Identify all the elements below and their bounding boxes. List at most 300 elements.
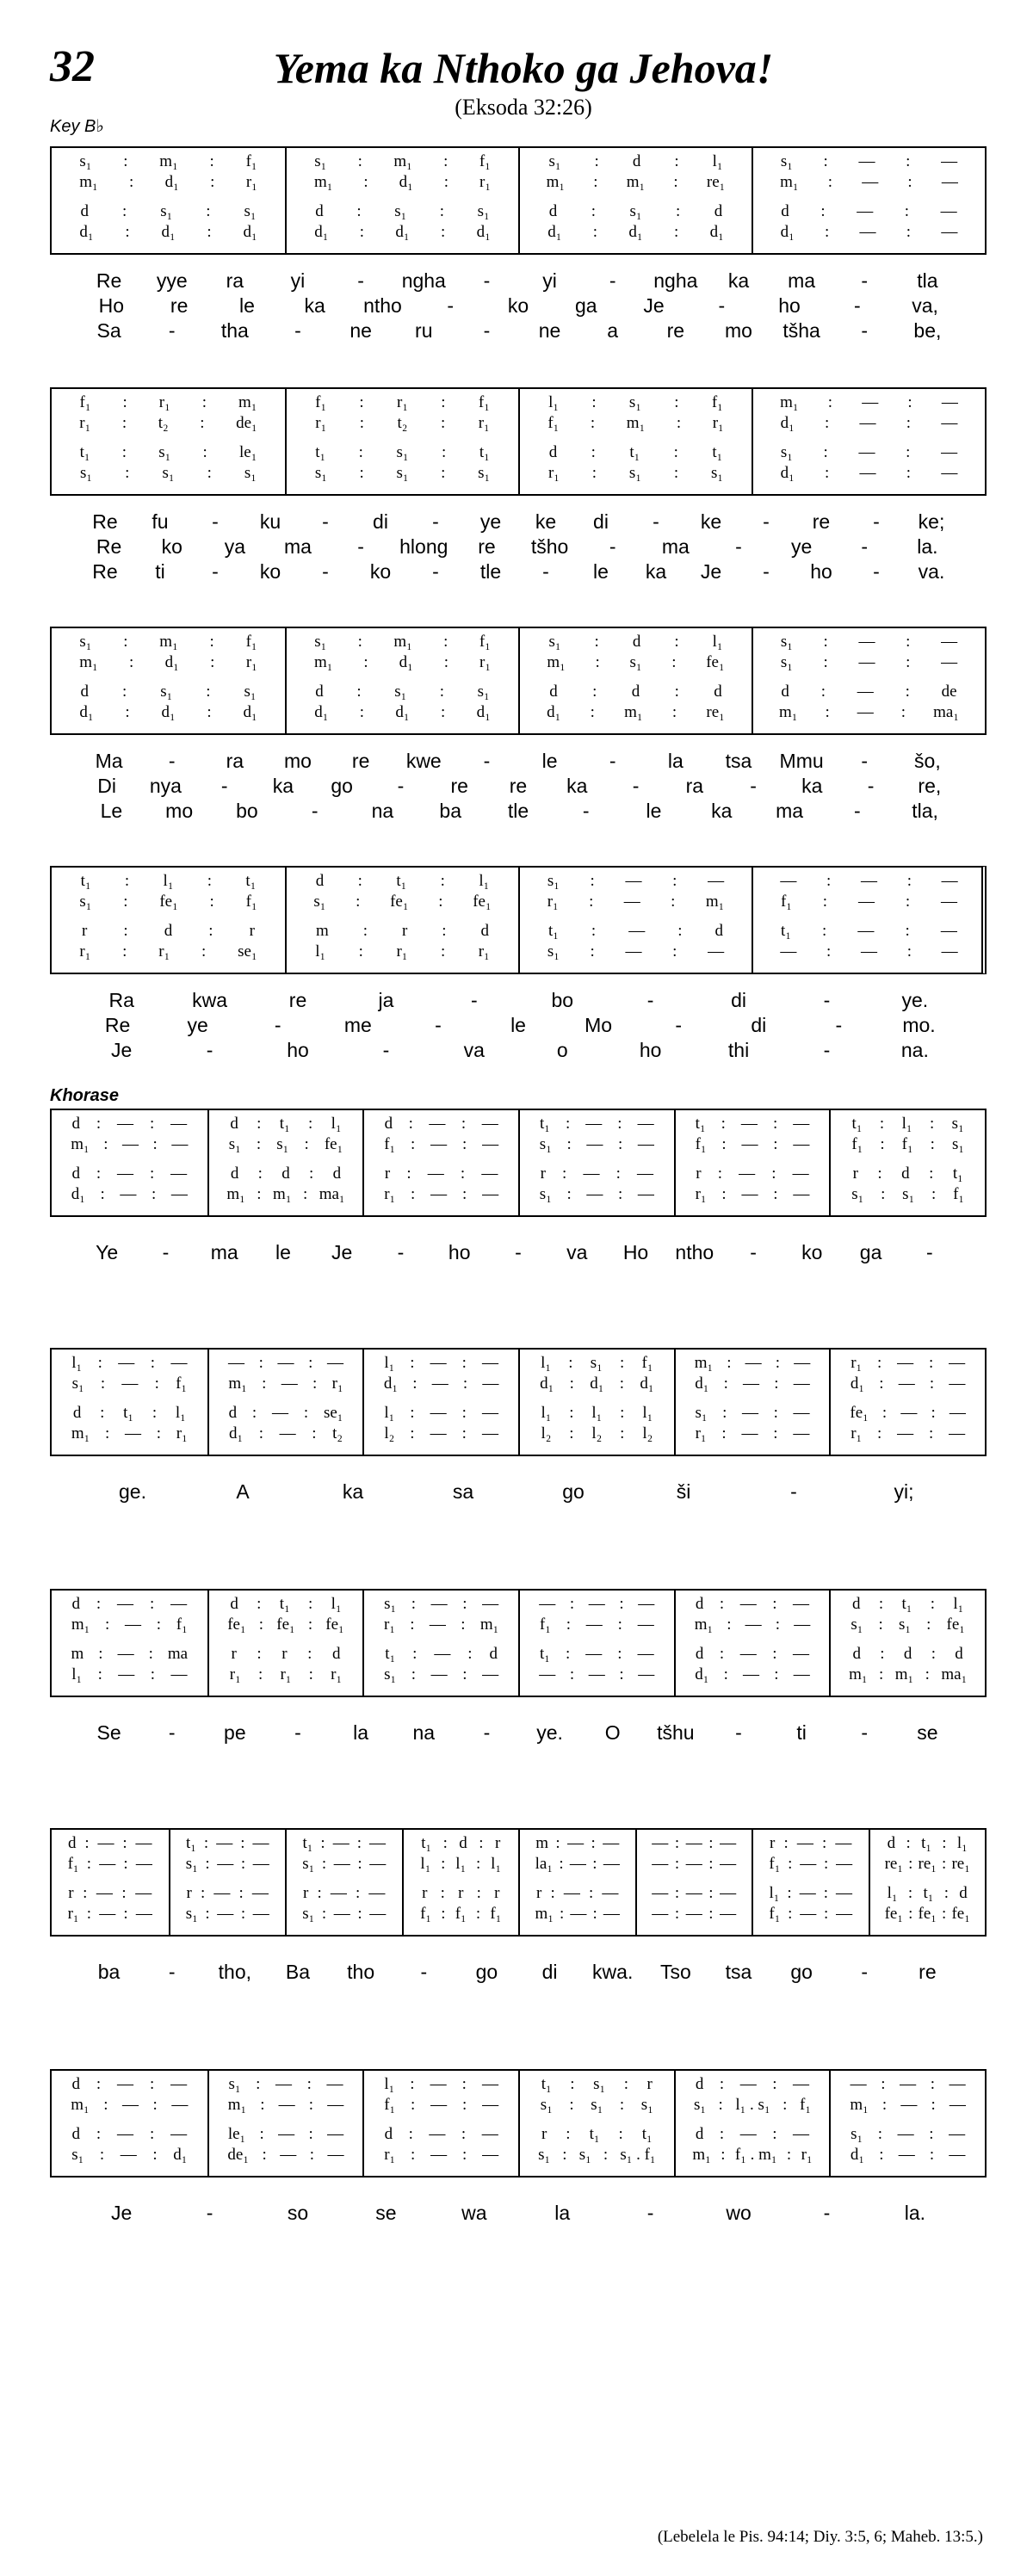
note: — — [539, 1665, 556, 1683]
lyric-line — [50, 749, 987, 774]
beat-separator: : — [152, 1404, 158, 1422]
lyric-syllable: Ho — [98, 294, 125, 317]
beat-separator: : — [906, 443, 911, 461]
beat-separator: : — [589, 893, 594, 911]
note: d₁ — [243, 223, 257, 241]
note: t₁ — [80, 872, 91, 890]
note: — — [333, 1905, 350, 1923]
note: — — [120, 2146, 137, 2164]
beat-separator: : — [100, 1374, 106, 1393]
beat-separator: : — [942, 1834, 947, 1852]
lyric-syllable: wa — [461, 2202, 487, 2224]
beat-separator: : — [122, 942, 127, 961]
notation-line — [520, 172, 752, 193]
note: — — [739, 1645, 757, 1663]
note: t₁ — [245, 872, 257, 890]
beat-separator: : — [440, 703, 446, 721]
lyric-syllable: tho, — [218, 1961, 252, 1983]
beat-separator: : — [307, 1615, 313, 1634]
notation-line — [520, 2074, 674, 2095]
note: de₁ — [236, 414, 257, 432]
beat-separator: : — [98, 1645, 103, 1663]
note: d₁ — [476, 703, 491, 721]
lyric-syllable: ntho — [363, 294, 402, 317]
beat-separator: : — [357, 1905, 362, 1923]
note: d — [714, 683, 722, 701]
notation-line — [520, 892, 752, 912]
note: f₁ — [711, 393, 723, 411]
note: — — [800, 1855, 817, 1873]
note: — — [708, 872, 725, 890]
lyric-syllable: ye. — [901, 989, 929, 1011]
beat-separator: : — [592, 1905, 597, 1923]
lyric-syllable: Mo — [585, 1014, 613, 1036]
lyric-syllable: ko — [507, 294, 529, 317]
lyric-syllable: na. — [900, 1039, 929, 1061]
note: s₁ — [951, 1115, 964, 1133]
notation-line — [831, 1644, 985, 1665]
notation-line — [52, 2095, 207, 2116]
beat-separator: : — [906, 464, 912, 482]
beat-separator: : — [674, 152, 679, 170]
note: l₁ — [71, 1354, 83, 1372]
beat-separator: : — [618, 2125, 623, 2143]
note: — — [481, 1164, 498, 1183]
lyric-syllable: kwa. — [592, 1961, 634, 1983]
notation-line — [52, 2145, 207, 2165]
lyric-syllable: - — [646, 989, 654, 1011]
beat-separator: : — [906, 414, 912, 432]
beat-separator: : — [240, 1905, 246, 1923]
note: d₁ — [850, 1374, 865, 1393]
beat-separator: : — [906, 942, 912, 961]
beat-separator: : — [476, 1855, 481, 1873]
note: l₁ — [331, 1595, 342, 1613]
note: — — [327, 2125, 344, 2143]
measure — [518, 628, 752, 733]
note: — — [170, 2125, 188, 2143]
beat-separator: : — [122, 1834, 127, 1852]
note: m₁ — [159, 152, 178, 170]
beat-separator: : — [462, 1665, 467, 1683]
note: — — [117, 1115, 134, 1133]
beat-separator: : — [929, 1164, 934, 1183]
notation-line — [209, 1644, 363, 1665]
notation-line — [831, 1184, 985, 1205]
note: s₁ — [384, 1665, 397, 1683]
measure — [52, 1350, 207, 1455]
measure — [285, 389, 518, 494]
lyric-syllable: - — [646, 2202, 654, 2224]
note: r₁ — [331, 1374, 343, 1393]
measure — [52, 1591, 207, 1696]
beat-separator: : — [671, 703, 677, 721]
note: s₁ — [478, 464, 491, 482]
measure — [829, 1350, 985, 1455]
beat-separator: : — [879, 1115, 885, 1133]
notation-line — [520, 1114, 674, 1134]
note: r₁ — [384, 2146, 396, 2164]
beat-separator: : — [619, 1665, 624, 1683]
note: — — [652, 1905, 669, 1923]
lyric-syllable: se — [375, 2202, 397, 2224]
note: — — [858, 633, 875, 651]
note: s₁ — [71, 1374, 84, 1393]
note: d — [230, 1595, 238, 1613]
note: d₁ — [314, 703, 329, 721]
note: — — [741, 1404, 758, 1422]
lyric-syllable: Ye — [96, 1241, 119, 1263]
note: s₁ — [710, 464, 724, 482]
note: l₁ — [548, 393, 560, 411]
lyric-syllable: Re — [92, 560, 118, 583]
beat-separator: : — [461, 1424, 467, 1442]
note: s₁ — [629, 653, 642, 671]
lyric-syllable: ti — [796, 1721, 807, 1744]
beat-separator: : — [562, 2146, 567, 2164]
beat-separator: : — [569, 1595, 575, 1613]
note: l₁ — [953, 1595, 964, 1613]
beat-separator: : — [674, 393, 679, 411]
lyric-syllable: - — [322, 510, 329, 533]
measure — [518, 1350, 674, 1455]
notation-line — [52, 682, 285, 702]
beat-separator: : — [931, 1645, 936, 1663]
notation-line — [870, 1854, 986, 1875]
note: — — [280, 2146, 297, 2164]
beat-separator: : — [210, 653, 215, 671]
note: — — [117, 1645, 134, 1663]
note: — — [780, 942, 797, 961]
beat-separator: : — [479, 1834, 484, 1852]
note: re₁ — [706, 703, 725, 721]
lyric-syllable: - — [206, 1039, 213, 1061]
lyric-syllable: Re — [92, 510, 118, 533]
note: r₁ — [479, 653, 491, 671]
note: f₁ — [641, 1354, 653, 1372]
note: — — [429, 2125, 446, 2143]
beat-separator: : — [881, 2075, 886, 2093]
note: s₁ — [302, 1855, 315, 1873]
lyric-syllable: ga — [574, 294, 597, 317]
note: s₁ — [314, 152, 327, 170]
beat-separator: : — [617, 1185, 623, 1203]
beat-separator: : — [617, 1645, 622, 1663]
note: m₁ — [626, 414, 646, 432]
beat-separator: : — [251, 1404, 257, 1422]
beat-separator: : — [149, 1164, 155, 1183]
beat-separator: : — [878, 1615, 883, 1634]
note: d — [548, 202, 558, 220]
beat-separator: : — [461, 2125, 467, 2143]
lyric-syllable: ke — [700, 510, 722, 533]
beat-separator: : — [823, 653, 828, 671]
lyric-syllable: - — [432, 560, 439, 583]
beat-separator: : — [826, 942, 832, 961]
beat-separator: : — [825, 414, 830, 432]
beat-separator: : — [588, 1884, 594, 1902]
beat-separator: : — [461, 1135, 467, 1153]
notation-line — [676, 2124, 830, 2145]
beat-separator: : — [443, 152, 448, 170]
note: l₁ — [384, 1404, 395, 1422]
beat-separator: : — [123, 152, 128, 170]
notation-line — [364, 2095, 518, 2116]
beat-separator: : — [675, 202, 681, 220]
beat-separator: : — [676, 414, 682, 432]
notation-line — [520, 1883, 635, 1904]
notation-line — [52, 1184, 207, 1205]
note: — — [741, 1424, 758, 1442]
note: — — [835, 1834, 852, 1852]
beat-separator: : — [262, 1374, 267, 1393]
beat-separator: : — [209, 893, 214, 911]
lyric-syllable: Ma — [95, 750, 123, 772]
beat-separator: : — [209, 633, 214, 651]
beat-separator: : — [880, 1135, 885, 1153]
notation-line — [209, 1134, 363, 1155]
note: t₁ — [923, 1884, 934, 1902]
beat-separator: : — [410, 1404, 415, 1422]
note: — — [217, 1905, 234, 1923]
lyric-syllable: - — [357, 535, 364, 558]
beat-separator: : — [591, 1834, 596, 1852]
beat-separator: : — [619, 1374, 625, 1393]
note: — — [118, 1665, 135, 1683]
note: — — [623, 893, 640, 911]
note: m₁ — [780, 393, 799, 411]
beat-separator: : — [203, 1834, 209, 1852]
note: m₁ — [273, 1185, 292, 1203]
beat-separator: : — [128, 653, 134, 671]
note: r₁ — [397, 393, 408, 411]
beat-separator: : — [358, 443, 363, 461]
notation-line — [52, 921, 285, 942]
note: d — [695, 2075, 704, 2093]
note: — — [949, 1374, 966, 1393]
note: r — [541, 2125, 547, 2143]
lyric-line — [50, 988, 987, 1013]
notation-line — [753, 201, 985, 222]
note: — — [941, 653, 958, 671]
beat-separator: : — [256, 2075, 261, 2093]
lyric-line — [50, 1721, 987, 1745]
beat-separator: : — [96, 1164, 102, 1183]
note: d — [959, 1884, 968, 1902]
note: d₁ — [590, 1374, 604, 1393]
beat-separator: : — [821, 1834, 827, 1852]
note: f₁ — [695, 1135, 707, 1153]
note: f₁ — [384, 1135, 396, 1153]
lyric-line — [50, 799, 987, 824]
note: — — [135, 1855, 152, 1873]
lyric-syllable: - — [397, 1241, 405, 1263]
lyric-syllable: Mmu — [779, 750, 824, 772]
notation-line — [287, 222, 518, 243]
note: r₁ — [79, 942, 91, 961]
note: d — [71, 1164, 80, 1183]
note: — — [585, 1645, 603, 1663]
notation-line — [287, 942, 518, 962]
beat-separator: : — [673, 223, 679, 241]
note: — — [603, 1834, 620, 1852]
beat-separator: : — [238, 1884, 244, 1902]
note: — — [897, 1354, 914, 1372]
beat-separator: : — [156, 1615, 162, 1634]
note: — — [481, 2125, 498, 2143]
note: — — [652, 1884, 669, 1902]
lyric-syllable: - — [763, 510, 770, 533]
note: — — [117, 1164, 134, 1183]
beat-separator: : — [440, 942, 446, 961]
measure — [169, 1830, 286, 1935]
beat-separator: : — [674, 633, 679, 651]
note: — — [170, 1354, 188, 1372]
note: — — [368, 1834, 386, 1852]
beat-separator: : — [560, 1905, 565, 1923]
note: m₁ — [71, 1135, 90, 1153]
beat-separator: : — [823, 443, 828, 461]
lyric-syllable: ye — [479, 510, 502, 533]
beat-separator: : — [929, 2125, 934, 2143]
beat-separator: : — [152, 2096, 158, 2114]
beat-separator: : — [312, 1374, 318, 1393]
beat-separator: : — [906, 633, 911, 651]
note: de₁ — [227, 2146, 249, 2164]
note: s₁ — [591, 2096, 603, 2114]
lyric-syllable: tho — [347, 1961, 375, 1983]
note: r₁ — [478, 414, 490, 432]
lyric-syllable: - — [582, 800, 590, 822]
beat-separator: : — [593, 173, 598, 191]
note: f₁ — [245, 152, 257, 170]
beat-separator: : — [677, 922, 683, 940]
measure — [674, 1350, 830, 1455]
beat-separator: : — [461, 1115, 467, 1133]
note: — — [739, 1595, 757, 1613]
note: s₁ — [244, 464, 257, 482]
note: f₁ — [479, 633, 491, 651]
lyric-syllable: O — [604, 1721, 621, 1744]
note: — — [603, 1855, 620, 1873]
note: d — [459, 1834, 467, 1852]
note: f₁ — [67, 1855, 79, 1873]
beat-separator: : — [125, 703, 130, 721]
beat-separator: : — [942, 1855, 947, 1873]
lyric-syllable: ya — [224, 535, 245, 558]
lyric-syllable: mo. — [902, 1014, 936, 1036]
note: — — [859, 464, 876, 482]
notation-line — [520, 151, 752, 172]
note: d — [331, 1645, 341, 1663]
notation-line — [753, 892, 985, 912]
notation-line — [52, 1854, 169, 1875]
notation-line — [520, 1164, 674, 1184]
beat-separator: : — [303, 1404, 309, 1422]
note: — — [941, 414, 958, 432]
note: s₁ — [629, 202, 642, 220]
beat-separator: : — [308, 2125, 313, 2143]
lyric-line — [50, 1241, 987, 1264]
lyric-syllable: tle — [507, 800, 529, 822]
lyric-syllable: - — [823, 989, 831, 1011]
note: — — [430, 1185, 448, 1203]
beat-separator: : — [440, 872, 445, 890]
notation-line — [287, 652, 518, 673]
note: m₁ — [546, 173, 566, 191]
note: d — [695, 1645, 704, 1663]
notation-line — [676, 1594, 830, 1615]
beat-separator: : — [773, 1404, 778, 1422]
note: — — [588, 1665, 605, 1683]
lyric-syllable: ka — [304, 294, 325, 317]
note: d — [714, 202, 723, 220]
beat-separator: : — [317, 1884, 322, 1902]
note: t₁ — [629, 443, 640, 461]
note: — — [836, 1905, 853, 1923]
lyric-syllable: yi — [290, 269, 306, 292]
note: l₁ — [331, 1115, 342, 1133]
beat-separator: : — [879, 1374, 884, 1393]
beat-separator: : — [881, 1404, 888, 1422]
measure — [674, 2071, 830, 2176]
lyric-syllable: la — [353, 1721, 369, 1744]
lyric-syllable: - — [861, 535, 869, 558]
lyric-syllable: wo — [726, 2202, 752, 2224]
beat-separator: : — [121, 1884, 127, 1902]
notation-line — [52, 1594, 207, 1615]
notation-line — [676, 1164, 830, 1184]
note: r₁ — [158, 393, 170, 411]
note: — — [330, 1884, 347, 1902]
lyric-syllable: so — [287, 2202, 309, 2224]
lyric-syllable: ra — [226, 269, 244, 292]
notation-line — [287, 201, 518, 222]
note: — — [481, 1424, 498, 1442]
beat-separator: : — [307, 1645, 312, 1663]
verse-system — [50, 866, 987, 974]
note: s₁ — [548, 633, 561, 651]
notation-line — [520, 1594, 674, 1615]
measure — [285, 1830, 402, 1935]
beat-separator: : — [723, 1665, 728, 1683]
note: r — [249, 922, 255, 940]
notation-line — [52, 652, 285, 673]
beat-separator: : — [257, 1115, 262, 1133]
note: s₁ — [593, 2075, 606, 2093]
note: — — [743, 1665, 760, 1683]
song-title: Yema ka Nthoko ga Jehova! — [273, 44, 774, 92]
note: fe₁ — [951, 1905, 970, 1923]
beat-separator: : — [942, 1905, 947, 1923]
note: — — [793, 1595, 810, 1613]
notation-line — [52, 1134, 207, 1155]
note: l₁ — [384, 1354, 395, 1372]
beat-separator: : — [150, 1665, 155, 1683]
beat-separator: : — [441, 1855, 446, 1873]
lyric-syllable: Ba — [285, 1961, 311, 1983]
lyric-syllable: - — [609, 535, 616, 558]
lyric-syllable: le — [541, 750, 558, 772]
beat-separator: : — [773, 1185, 778, 1203]
beat-separator: : — [674, 1855, 680, 1873]
note: r₁ — [315, 414, 327, 432]
beat-separator: : — [356, 202, 362, 220]
note: s₁ — [185, 1855, 198, 1873]
beat-separator: : — [592, 683, 597, 701]
notation-line — [753, 682, 985, 702]
note: d₁ — [71, 1185, 85, 1203]
